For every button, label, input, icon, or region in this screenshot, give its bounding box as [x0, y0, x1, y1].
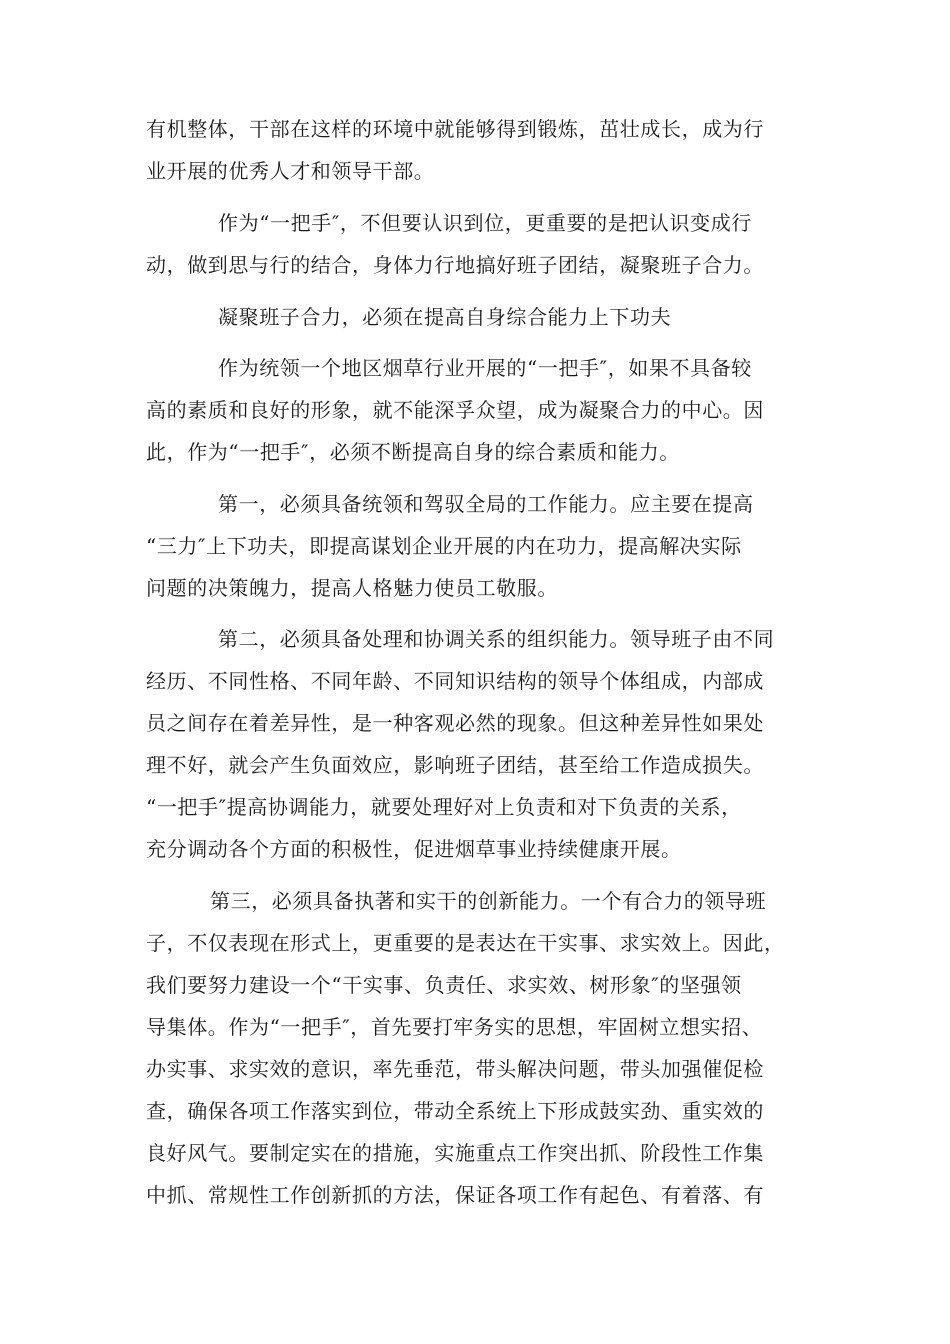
paragraph-5-line-1: 第一，必须具备统领和驾驭全局的工作能力。应主要在提高 — [218, 492, 754, 516]
paragraph-5-line-3: 问题的决策魄力，提高人格魅力使员工敬服。 — [146, 576, 558, 600]
paragraph-7-line-4: 导集体。作为“一把手″，首先要打牢务实的思想，牢固树立想实招、 — [146, 1015, 763, 1039]
paragraph-6-line-1: 第二，必须具备处理和协调关系的组织能力。领导班子由不同 — [218, 627, 775, 651]
paragraph-7-line-2: 子，不仅表现在形式上，更重要的是表达在干实事、求实效上。因此， — [146, 931, 785, 955]
paragraph-1-line-2: 业开展的优秀人才和领导干部。 — [146, 159, 435, 183]
paragraph-6-line-3: 员之间存在着差异性，是一种客观必然的现象。但这种差异性如果处 — [146, 711, 764, 735]
paragraph-7-line-3: 我们要努力建设一个“干实事、负责任、求实效、树形象″的坚强领 — [146, 973, 742, 997]
paragraph-2-line-1: 作为“一把手″，不但要认识到位，更重要的是把认识变成行 — [218, 211, 752, 235]
paragraph-5-line-2: “三力″上下功夫，即提高谋划企业开展的内在功力，提高解决实际 — [146, 534, 742, 558]
paragraph-4-line-1: 作为统领一个地区烟草行业开展的“一把手″，如果不具备较 — [218, 356, 752, 380]
paragraph-7-line-7: 良好风气。要制定实在的措施，实施重点工作突出抓、阶段性工作集 — [146, 1141, 764, 1165]
paragraph-6-line-4: 理不好，就会产生负面效应，影响班子团结，甚至给工作造成损失。 — [146, 753, 764, 777]
paragraph-6-line-2: 经历、不同性格、不同年龄、不同知识结构的领导个体组成，内部成 — [146, 669, 764, 693]
paragraph-7-line-1: 第三，必须具备执著和实干的创新能力。一个有合力的领导班 — [210, 889, 767, 913]
section-heading: 凝聚班子合力，必须在提高自身综合能力上下功夫 — [218, 305, 672, 329]
paragraph-7-line-6: 查，确保各项工作落实到位，带动全系统上下形成鼓实劲、重实效的 — [146, 1099, 764, 1123]
paragraph-6-line-6: 充分调动各个方面的积极性，促进烟草事业持续健康开展。 — [146, 837, 682, 861]
paragraph-4-line-3: 此，作为“一把手″，必须不断提高自身的综合素质和能力。 — [146, 440, 680, 464]
paragraph-7-line-5: 办实事、求实效的意识，率先垂范，带头解决问题，带头加强催促检 — [146, 1057, 764, 1081]
paragraph-7-line-8: 中抓、常规性工作创新抓的方法，保证各项工作有起色、有着落、有 — [146, 1183, 764, 1207]
paragraph-6-line-5: “一把手″提高协调能力，就要处理好对上负责和对下负责的关系， — [146, 795, 742, 819]
paragraph-1-line-1: 有机整体，干部在这样的环境中就能够得到锻炼，茁壮成长，成为行 — [146, 117, 764, 141]
paragraph-4-line-2: 高的素质和良好的形象，就不能深孚众望，成为凝聚合力的中心。因 — [146, 398, 764, 422]
paragraph-2-line-2: 动，做到思与行的结合，身体力行地搞好班子团结，凝聚班子合力。 — [146, 253, 764, 277]
